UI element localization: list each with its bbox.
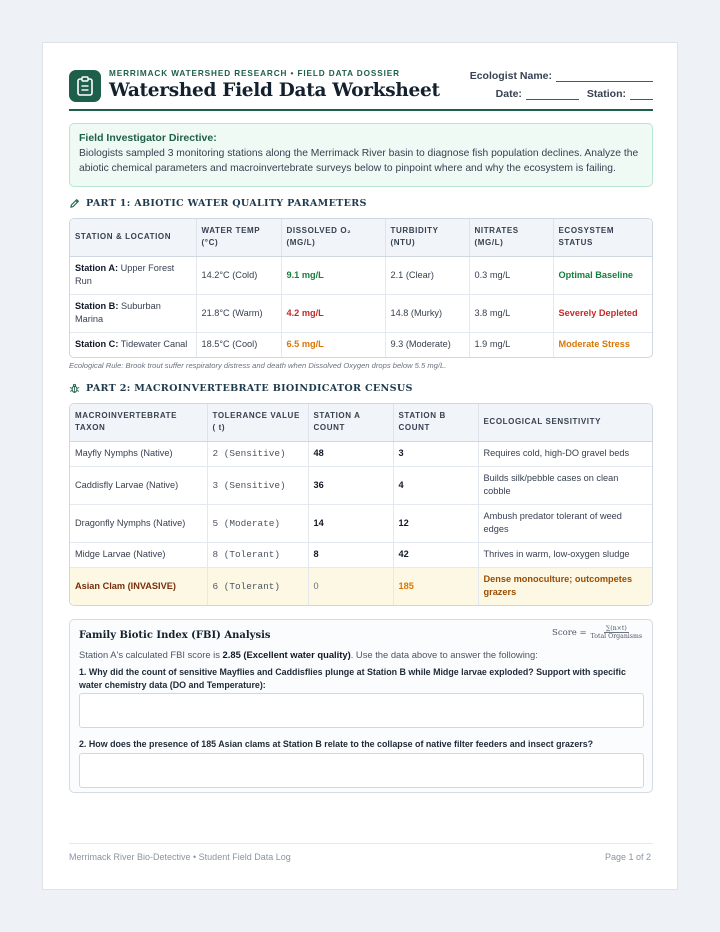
status-cell: Optimal Baseline (553, 256, 652, 294)
col-station-b-count: STATION B COUNT (393, 404, 478, 441)
fbi-title: Family Biotic Index (FBI) Analysis (79, 630, 271, 641)
directive-title: Field Investigator Directive: (79, 132, 217, 144)
col-ecosystem-status: ECOSYSTEM STATUS (553, 219, 652, 256)
col-taxon: MACROINVERTEBRATE TAXON (70, 404, 207, 441)
status-cell: Severely Depleted (553, 294, 652, 332)
col-station: STATION & LOCATION (70, 219, 196, 256)
date-station-line (496, 88, 653, 100)
station-cell (70, 294, 196, 332)
station-name: Station C: (75, 339, 119, 350)
nitrates-cell: 1.9 mg/L (469, 332, 553, 357)
fbi-formula (552, 625, 642, 640)
nitrates-cell: 3.8 mg/L (469, 294, 553, 332)
table-row (70, 332, 652, 357)
taxon-cell: Mayfly Nymphs (Native) (70, 441, 207, 466)
station-b-count-cell: 4 (393, 466, 478, 504)
temp-cell: 14.2°C (Cold) (196, 256, 281, 294)
station-name: Station B: (75, 301, 119, 311)
footer-left: Merrimack River Bio-Detective • Student Field Data Log (69, 852, 291, 862)
station-label: Station: (586, 88, 626, 100)
question-2: 2. How does the presence of 185 Asian clams at Station B relate to the collapse of native filter feeders and insect grazers? (79, 739, 594, 749)
answer-1-field[interactable] (79, 693, 644, 728)
fbi-analysis-box (69, 619, 653, 793)
formula-numerator: ∑(n×t) (605, 625, 627, 632)
table-row-invasive (70, 567, 652, 605)
fbi-intro-post: . Use the data above to answer the following: (350, 649, 538, 660)
station-b-count-cell: 42 (393, 542, 478, 567)
station-cell (70, 256, 196, 294)
station-a-count-cell: 36 (308, 466, 393, 504)
fbi-score: 2.85 (Excellent water quality) (222, 649, 351, 660)
page-title: Watershed Field Data Worksheet (109, 80, 440, 101)
header-divider (69, 109, 653, 111)
col-turbidity: TURBIDITY (NTU) (385, 219, 469, 256)
clipboard-icon (69, 70, 101, 102)
sensitivity-cell: Builds silk/pebble cases on clean cobble (478, 466, 652, 504)
do-cell: 9.1 mg/L (281, 256, 385, 294)
station-field[interactable] (630, 89, 653, 100)
temp-cell: 21.8°C (Warm) (196, 294, 281, 332)
date-label: Date: (495, 88, 522, 100)
taxon-cell: Dragonfly Nymphs (Native) (70, 504, 207, 542)
ecologist-name-label: Ecologist Name: (469, 70, 552, 82)
status-cell: Moderate Stress (558, 339, 630, 350)
station-a-count-cell: 8 (308, 542, 393, 567)
col-nitrates: NITRATES (MG/L) (469, 219, 553, 256)
page-header (69, 69, 653, 113)
formula-fraction (591, 625, 642, 640)
part2-heading-text: PART 2: MACROINVERTEBRATE BIOINDICATOR CENSUS (86, 383, 413, 394)
question-1: 1. Why did the count of sensitive Mayflies and Caddisflies plunge at Station B while Midge larvae exploded? Support with specific water chemistry data (DO and Temperature): (79, 667, 626, 690)
table-row (70, 504, 652, 542)
footer-divider (69, 843, 653, 844)
tolerance-cell: 3 (Sensitive) (207, 466, 308, 504)
sensitivity-cell: Thrives in warm, low-oxygen sludge (478, 542, 652, 567)
temp-cell: 18.5°C (Cool) (196, 332, 281, 357)
dossier-eyebrow: MERRIMACK WATERSHED RESEARCH • FIELD DATA DOSSIER (109, 69, 400, 78)
nitrates-cell: 0.3 mg/L (469, 256, 553, 294)
station-a-count-cell: 48 (308, 441, 393, 466)
tolerance-cell: 8 (Tolerant) (207, 542, 308, 567)
ecologist-name-line (470, 70, 653, 82)
taxon-cell: Asian Clam (INVASIVE) (70, 567, 207, 605)
tolerance-cell: 6 (Tolerant) (207, 567, 308, 605)
col-dissolved-oxygen: DISSOLVED O₂ (MG/L) (281, 219, 385, 256)
bug-icon (69, 383, 80, 394)
formula-denominator: Total Organisms (590, 633, 642, 640)
taxon-cell: Midge Larvae (Native) (70, 542, 207, 567)
station-b-count-cell: 12 (393, 504, 478, 542)
col-station-a-count: STATION A COUNT (308, 404, 393, 441)
do-cell: 6.5 mg/L (281, 332, 385, 357)
col-sensitivity: ECOLOGICAL SENSITIVITY (478, 404, 652, 441)
pencil-icon (69, 198, 80, 209)
turbidity-cell: 9.3 (Moderate) (385, 332, 469, 357)
part1-heading (69, 198, 367, 209)
col-tolerance: TOLERANCE VALUE ( t) (207, 404, 308, 441)
ecological-rule-note: Ecological Rule: Brook trout suffer respiratory distress and death when Dissolved Oxygen drops below 5.5 mg/L. (69, 361, 447, 370)
station-location: Suburban Marina (75, 301, 161, 324)
fbi-intro-pre: Station A's calculated FBI score is (79, 649, 220, 660)
macroinvertebrate-table (69, 403, 653, 606)
abiotic-table (69, 218, 653, 358)
sensitivity-cell: Dense monoculture; outcompetes grazers (478, 567, 652, 605)
date-field[interactable] (526, 89, 579, 100)
table-row (70, 294, 652, 332)
taxon-cell: Caddisfly Larvae (Native) (70, 466, 207, 504)
table-row (70, 542, 652, 567)
station-name: Station A: (75, 263, 119, 273)
formula-label: Score = (552, 627, 587, 638)
table-row (70, 441, 652, 466)
turbidity-cell: 2.1 (Clear) (385, 256, 469, 294)
table-row (70, 466, 652, 504)
table-row (70, 256, 652, 294)
fbi-intro (79, 649, 538, 660)
turbidity-cell: 14.8 (Murky) (385, 294, 469, 332)
station-location: Upper Forest Run (75, 263, 175, 286)
station-cell (70, 332, 196, 357)
station-a-count-cell: 0 (308, 567, 393, 605)
tolerance-cell: 2 (Sensitive) (207, 441, 308, 466)
ecologist-name-field[interactable] (556, 71, 653, 82)
part2-heading (69, 383, 413, 394)
answer-2-field[interactable] (79, 753, 644, 788)
page-number: Page 1 of 2 (604, 852, 651, 862)
station-b-count-cell: 185 (393, 567, 478, 605)
worksheet-page (42, 42, 678, 890)
station-b-count-cell: 3 (393, 441, 478, 466)
investigator-directive (69, 123, 653, 187)
part1-heading-text: PART 1: ABIOTIC WATER QUALITY PARAMETERS (86, 198, 367, 209)
station-location: Tidewater Canal (120, 339, 188, 350)
col-water-temp: WATER TEMP (°C) (196, 219, 281, 256)
sensitivity-cell: Requires cold, high-DO gravel beds (478, 441, 652, 466)
do-cell: 4.2 mg/L (281, 294, 385, 332)
station-a-count-cell: 14 (308, 504, 393, 542)
tolerance-cell: 5 (Moderate) (207, 504, 308, 542)
sensitivity-cell: Ambush predator tolerant of weed edges (478, 504, 652, 542)
directive-body: Biologists sampled 3 monitoring stations along the Merrimack River basin to diagnose fish population declines. Analyze the abiotic chemical parameters and macroinvertebrate surveys below to pinpoint where and why the ecosystem is failing. (79, 148, 639, 174)
